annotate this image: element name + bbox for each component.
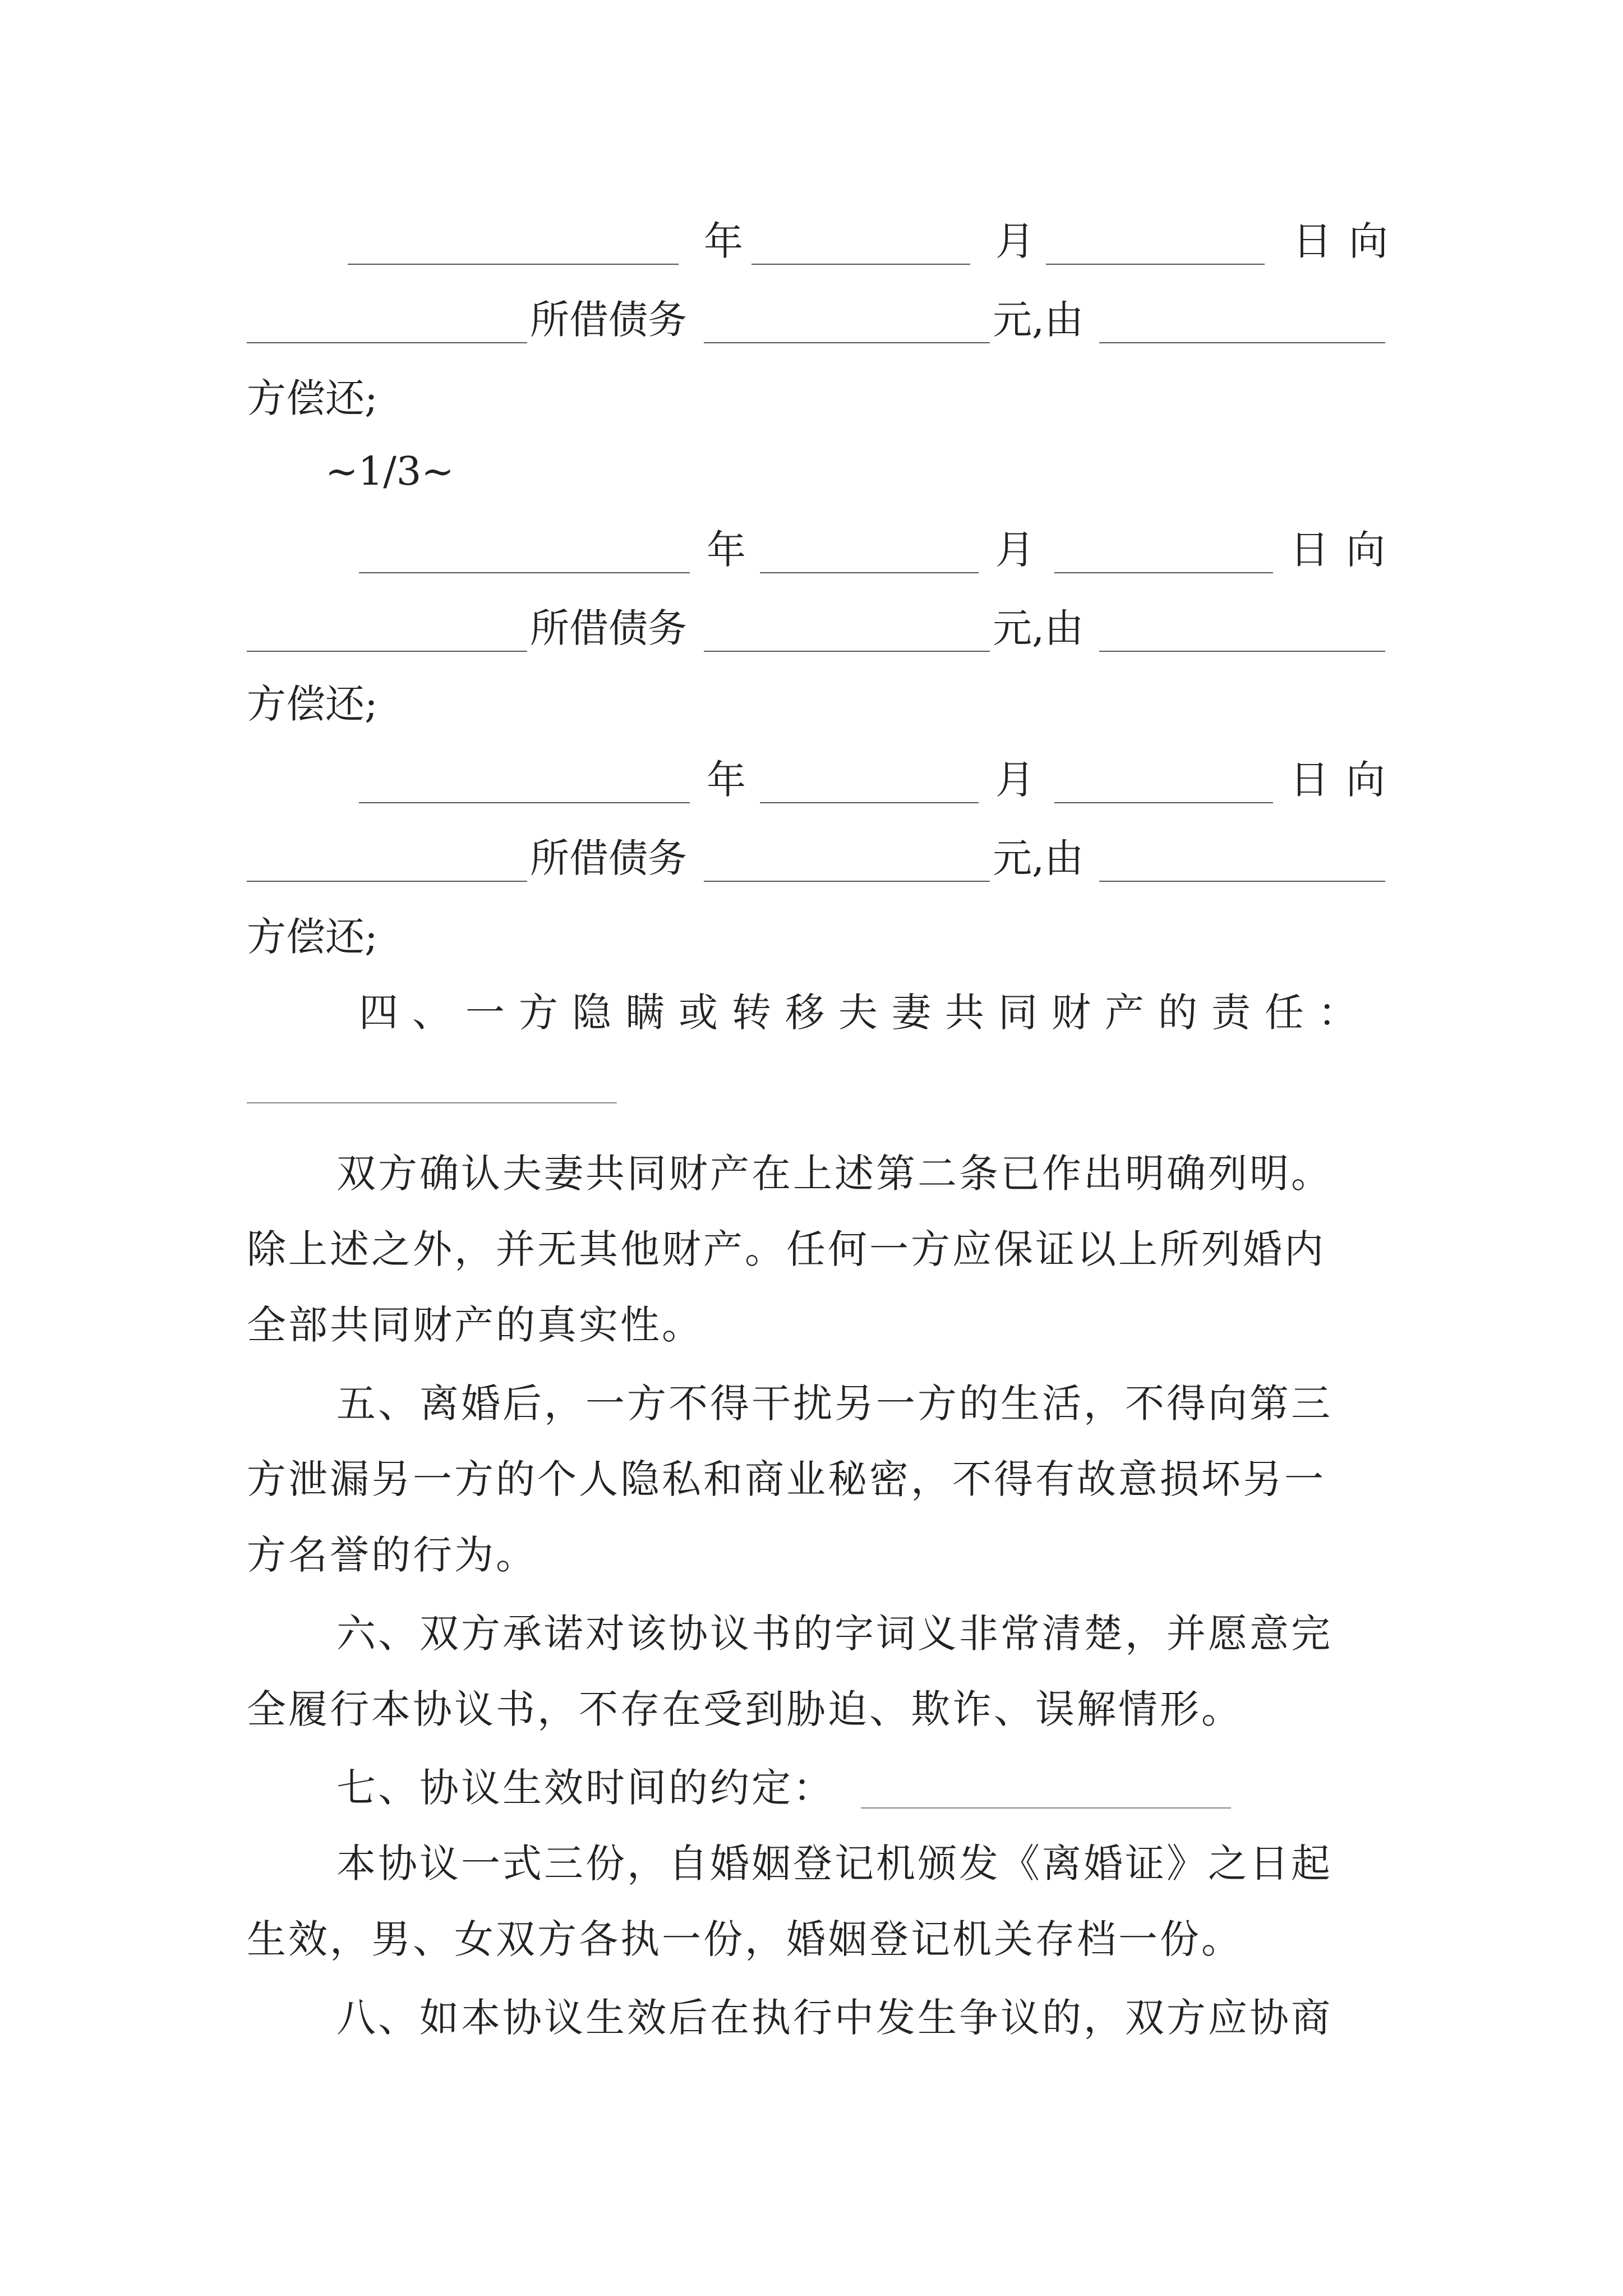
- year-blank: [359, 802, 690, 803]
- title-char: 移: [785, 990, 824, 1036]
- title-char: 的: [1158, 990, 1197, 1036]
- amount-blank: [704, 651, 990, 652]
- section7-body: [247, 1826, 1391, 1977]
- debt-entry-1-amount-line: [0, 286, 1623, 353]
- amount-blank: [704, 881, 990, 882]
- debt-entry-3-amount-line: [0, 825, 1623, 892]
- borrowed-label: 所借债务: [530, 297, 687, 343]
- day-to-label: 日向: [1290, 527, 1402, 573]
- debt-entry-3-date-line: [0, 746, 1623, 813]
- section4-answer-blank: [247, 1102, 617, 1103]
- paragraph-line: 方泄漏另一方的个人隐私和商业秘密，不得有故意损坏另一: [247, 1456, 1326, 1502]
- paragraph-line: 双方确认夫妻共同财产在上述第二条已作出明确列明。: [336, 1151, 1332, 1197]
- title-char: 方: [519, 990, 558, 1036]
- month-label: 月: [995, 527, 1035, 573]
- paragraph-line: 全部共同财产的真实性。: [247, 1302, 703, 1348]
- title-char: 、: [412, 990, 451, 1036]
- paragraph-line: 六、双方承诺对该协议书的字词义非常清楚，并愿意完: [336, 1611, 1332, 1657]
- section8-body: [247, 1980, 1391, 2056]
- year-label: 年: [704, 218, 743, 264]
- amount-blank: [704, 342, 990, 343]
- day-blank: [1046, 264, 1265, 265]
- yuan-by-label: 元,由: [993, 297, 1084, 343]
- month-label: 月: [995, 757, 1035, 803]
- paragraph-line: 五、离婚后，一方不得干扰另一方的生活，不得向第三: [336, 1381, 1332, 1427]
- title-char: 夫: [838, 990, 878, 1036]
- creditor-blank: [247, 651, 527, 652]
- paragraph-line: 方名誉的行为。: [247, 1532, 537, 1578]
- month-blank: [760, 802, 979, 803]
- paragraph-line: 除上述之外，并无其他财产。任何一方应保证以上所列婚内: [247, 1226, 1326, 1272]
- title-char: 产: [1105, 990, 1144, 1036]
- creditor-blank: [247, 342, 527, 343]
- title-char: 四: [359, 990, 398, 1036]
- section6-body: [247, 1596, 1391, 1747]
- day-blank: [1054, 572, 1273, 573]
- paragraph-line: 本协议一式三份，自婚姻登记机颁发《离婚证》之日起: [336, 1841, 1332, 1887]
- page-number: ~1/3~: [325, 448, 454, 494]
- section5-body: [247, 1366, 1391, 1593]
- debt-entry-1-date-line: [0, 208, 1623, 275]
- title-char: 任: [1265, 990, 1304, 1036]
- year-blank: [359, 572, 690, 573]
- title-char: 妻: [892, 990, 931, 1036]
- debt-entry-2-amount-line: [0, 595, 1623, 662]
- yuan-by-label: 元,由: [993, 835, 1084, 881]
- paragraph-line: 八、如本协议生效后在执行中发生争议的，双方应协商: [336, 1995, 1332, 2041]
- debt-entry-1-repay: 方偿还;: [247, 375, 378, 421]
- debt-entry-3-repay: 方偿还;: [247, 914, 378, 960]
- debt-entry-2-repay: 方偿还;: [247, 681, 378, 727]
- day-to-label: 日向: [1290, 757, 1402, 803]
- section7-title-line: [247, 1750, 1391, 1826]
- section7-answer-blank: [861, 1807, 1231, 1809]
- title-char: 同: [998, 990, 1038, 1036]
- title-char: 瞒: [625, 990, 665, 1036]
- title-char: 财: [1052, 990, 1091, 1036]
- creditor-blank: [247, 881, 527, 882]
- repayer-blank: [1099, 881, 1385, 882]
- month-blank: [751, 264, 970, 265]
- repayer-blank: [1099, 342, 1385, 343]
- section7-title: 七、协议生效时间的约定：: [336, 1765, 834, 1811]
- section4-title: [359, 979, 1357, 1046]
- debt-entry-2-date-line: [0, 516, 1623, 583]
- borrowed-label: 所借债务: [530, 605, 687, 651]
- title-char: 隐: [572, 990, 611, 1036]
- title-char: ：: [1318, 990, 1357, 1036]
- borrowed-label: 所借债务: [530, 835, 687, 881]
- year-blank: [348, 264, 679, 265]
- year-label: 年: [707, 527, 746, 573]
- day-blank: [1054, 802, 1273, 803]
- month-blank: [760, 572, 979, 573]
- paragraph-line: 生效，男、女双方各执一份，婚姻登记机关存档一份。: [247, 1916, 1243, 1962]
- title-char: 共: [945, 990, 984, 1036]
- repayer-blank: [1099, 651, 1385, 652]
- title-char: 或: [679, 990, 718, 1036]
- section4-body: [247, 1136, 1391, 1363]
- title-char: 转: [732, 990, 771, 1036]
- month-label: 月: [995, 218, 1035, 264]
- year-label: 年: [707, 757, 746, 803]
- title-char: 一: [465, 990, 505, 1036]
- yuan-by-label: 元,由: [993, 605, 1084, 651]
- title-char: 责: [1211, 990, 1251, 1036]
- day-to-label: 日向: [1293, 218, 1405, 264]
- paragraph-line: 全履行本协议书，不存在受到胁迫、欺诈、误解情形。: [247, 1686, 1243, 1732]
